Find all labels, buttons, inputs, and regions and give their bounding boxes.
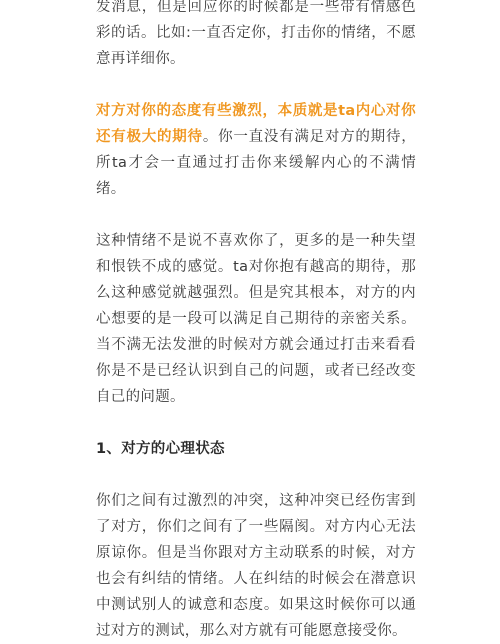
paragraph-1: 发消息，但是回应你的时候都是一些带有情感色彩的话。比如:一直否定你，打击你的情绪，不愿意再详细你。 — [96, 0, 416, 67]
paragraph-2 — [96, 98, 416, 202]
paragraph-2-rest: 。你一直没有满足对方的期待，所ta才会一直通过打击你来缓解内心的不满情绪。 — [96, 129, 416, 197]
article-body — [96, 0, 416, 644]
paragraph-4: 你们之间有过激烈的冲突，这种冲突已经伤害到了对方，你们之间有了一些隔阂。对方内心无法原谅你。但是当你跟对方主动联系的时候，对方也会有纠结的情绪。人在纠结的时候会在潜意识中测试别人的诚意和态度。如果这时候你可以通过对方的测试，那么对方就有可能愿意接受你。 — [96, 493, 416, 639]
paragraph-3: 这种情绪不是说不喜欢你了，更多的是一种失望和恨铁不成的感觉。ta对你抱有越高的期待，那么这种感觉就越强烈。但是究其根本，对方的内心想要的是一段可以满足自己期待的亲密关系。当不满无法发泄的时候对方就会通过打击来看看你是不是已经认识到自己的问题，或者已经改变自己的问题。 — [96, 233, 416, 405]
section-heading: 1、对方的心理状态 — [96, 441, 225, 457]
highlighted-text: 对方对你的态度有些激烈，本质就是ta内心对你还有极大的期待 — [96, 103, 416, 145]
